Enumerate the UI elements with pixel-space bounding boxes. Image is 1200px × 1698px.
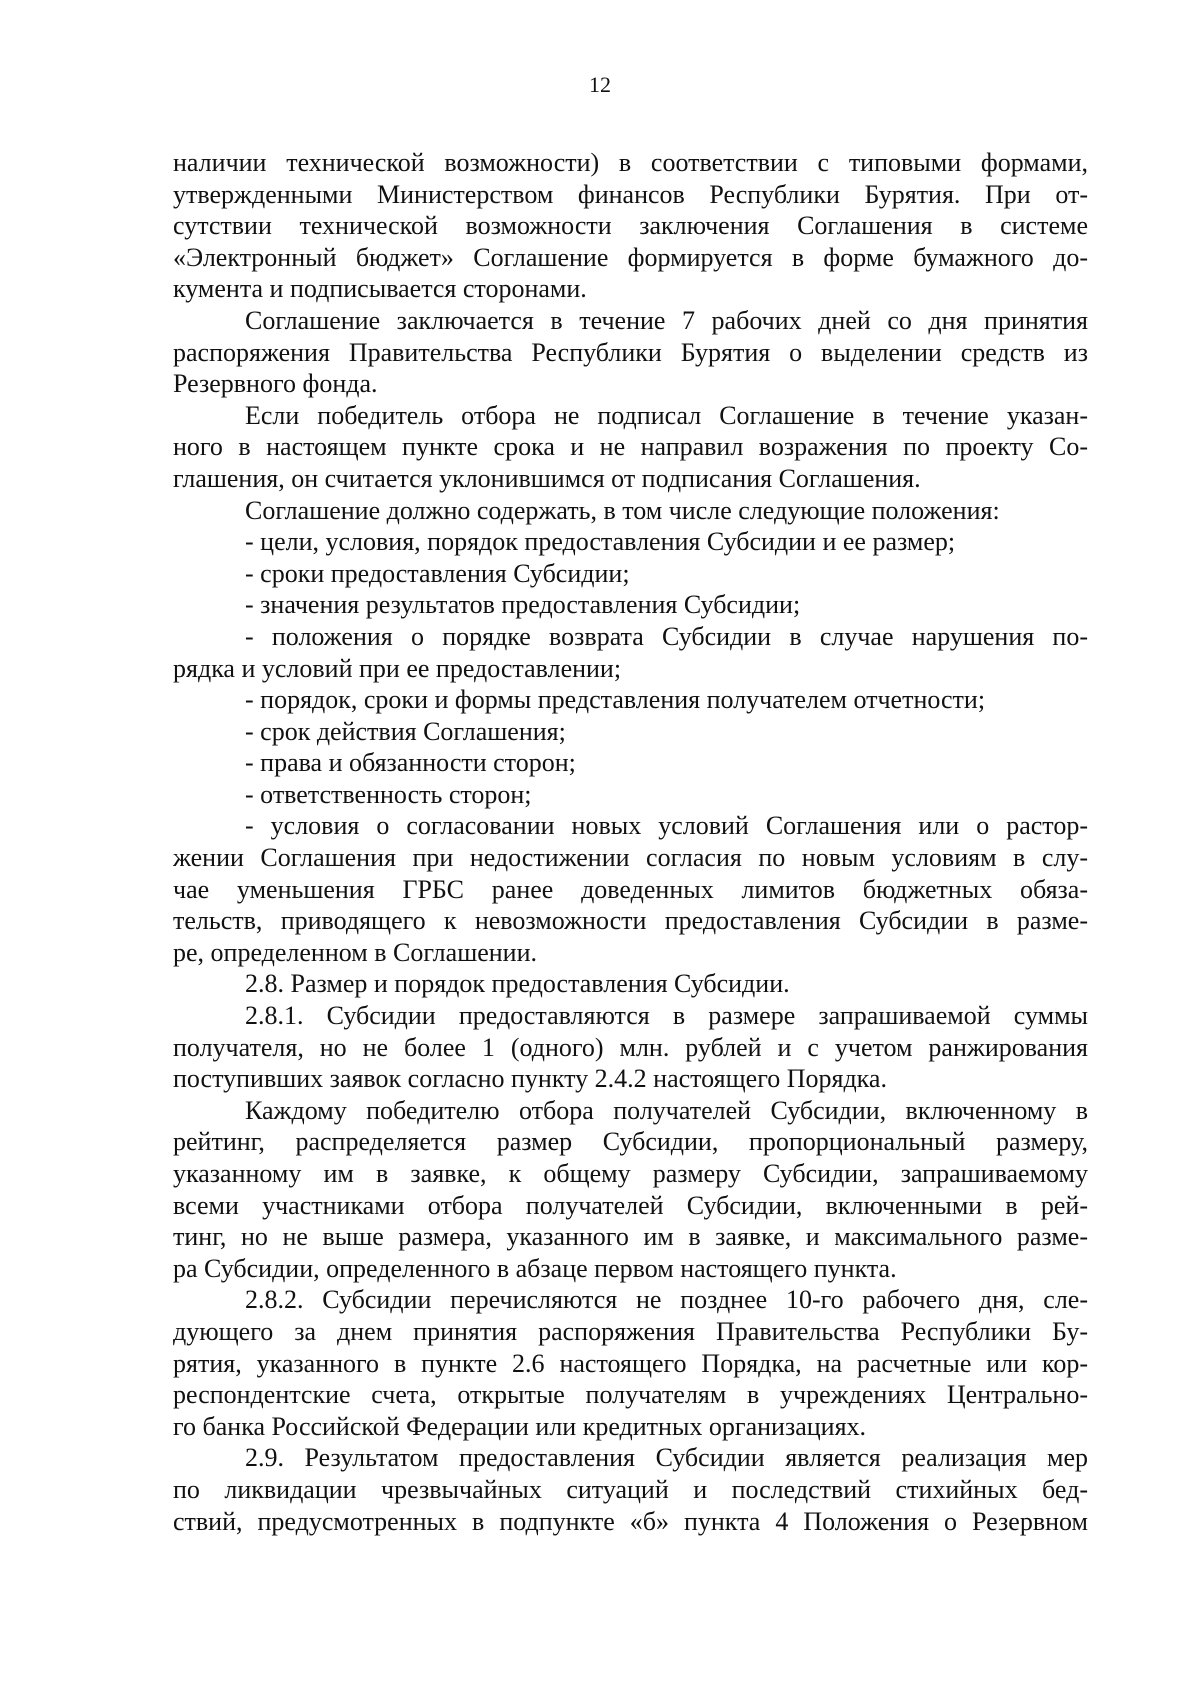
text-line: 2.8.1. Субсидии предоставляются в размере запрашиваемой суммы	[245, 1001, 1088, 1031]
text-line: - права и обязанности сторон;	[245, 748, 576, 778]
text-line: - положения о порядке возврата Субсидии в случае нарушения по-	[245, 621, 1088, 651]
text-line: 2.8. Размер и порядок предоставления Субсидии.	[245, 969, 790, 999]
text-line: тельств, приводящего к невозможности предоставления Субсидии в разме-	[173, 906, 1088, 936]
text-line: Каждому победителю отбора получателей Субсидии, включенному в	[245, 1095, 1088, 1125]
text-line: го банка Российской Федерации или кредитных организациях.	[173, 1411, 867, 1441]
text-line: Резервного фонда.	[173, 369, 378, 399]
text-line: распоряжения Правительства Республики Бурятия о выделении средств из	[173, 337, 1088, 367]
text-line: - значения результатов предоставления Субсидии;	[245, 590, 801, 620]
text-line: указанному им в заявке, к общему размеру Субсидии, запрашиваемому	[173, 1159, 1088, 1188]
text-line: рядка и условий при ее предоставлении;	[173, 653, 622, 683]
text-line: респондентские счета, открытые получателям в учреждениях Центрально-	[173, 1380, 1088, 1410]
text-line: получателя, но не более 1 (одного) млн. рублей и с учетом ранжирования	[173, 1032, 1088, 1062]
page-number: 12	[589, 72, 611, 97]
text-line: - условия о согласовании новых условий Соглашения или о растор-	[245, 811, 1088, 841]
text-line: ствий, предусмотренных в подпункте «б» пункта 4 Положения о Резервном	[173, 1506, 1088, 1536]
text-line: сутствии технической возможности заключения Соглашения в системе	[173, 211, 1088, 241]
text-line: - срок действия Соглашения;	[245, 716, 566, 746]
text-line: «Электронный бюджет» Соглашение формируется в форме бумажного до-	[173, 242, 1088, 272]
text-line: чае уменьшения ГРБС ранее доведенных лимитов бюджетных обяза-	[173, 874, 1088, 904]
text-line: - сроки предоставления Субсидии;	[245, 558, 630, 588]
text-line: рейтинг, распределяется размер Субсидии, пропорциональный размеру,	[173, 1127, 1088, 1157]
text-line: Соглашение должно содержать, в том числе следующие положения:	[245, 495, 1000, 525]
text-line: по ликвидации чрезвычайных ситуаций и последствий стихийных бед-	[173, 1474, 1088, 1504]
text-line: 2.8.2. Субсидии перечисляются не позднее 10-го рабочего дня, сле-	[245, 1285, 1088, 1315]
text-line: - цели, условия, порядок предоставления Субсидии и ее размер;	[245, 527, 956, 557]
text-line: ре, определенном в Соглашении.	[173, 937, 537, 967]
text-line: тинг, но не выше размера, указанного им в заявке, и максимального разме-	[173, 1222, 1088, 1252]
text-line: ра Субсидии, определенного в абзаце первом настоящего пункта.	[173, 1253, 897, 1283]
text-line: дующего за днем принятия распоряжения Правительства Республики Бу-	[173, 1316, 1088, 1346]
document-body	[173, 147, 1088, 1537]
text-line: ного в настоящем пункте срока и не направил возражения по проекту Со-	[173, 432, 1088, 462]
text-line: 2.9. Результатом предоставления Субсидии является реализация мер	[245, 1443, 1088, 1473]
text-line: рятия, указанного в пункте 2.6 настоящего Порядка, на расчетные или кор-	[173, 1348, 1088, 1378]
text-line: жении Соглашения при недостижении согласия по новым условиям в слу-	[173, 843, 1088, 873]
text-line: глашения, он считается уклонившимся от подписания Соглашения.	[173, 463, 921, 493]
text-line: всеми участниками отбора получателей Субсидии, включенными в рей-	[173, 1190, 1088, 1220]
text-line: утвержденными Министерством финансов Республики Бурятия. При от-	[173, 179, 1088, 209]
text-line: кумента и подписывается сторонами.	[173, 274, 587, 304]
text-line: наличии технической возможности) в соответствии с типовыми формами,	[173, 148, 1088, 177]
text-line: - порядок, сроки и формы представления получателем отчетности;	[245, 685, 986, 715]
text-line: Соглашение заключается в течение 7 рабочих дней со дня принятия	[245, 305, 1088, 335]
text-line: Если победитель отбора не подписал Соглашение в течение указан-	[245, 400, 1088, 430]
text-line: - ответственность сторон;	[245, 779, 532, 809]
text-line: поступивших заявок согласно пункту 2.4.2 настоящего Порядка.	[173, 1064, 887, 1094]
